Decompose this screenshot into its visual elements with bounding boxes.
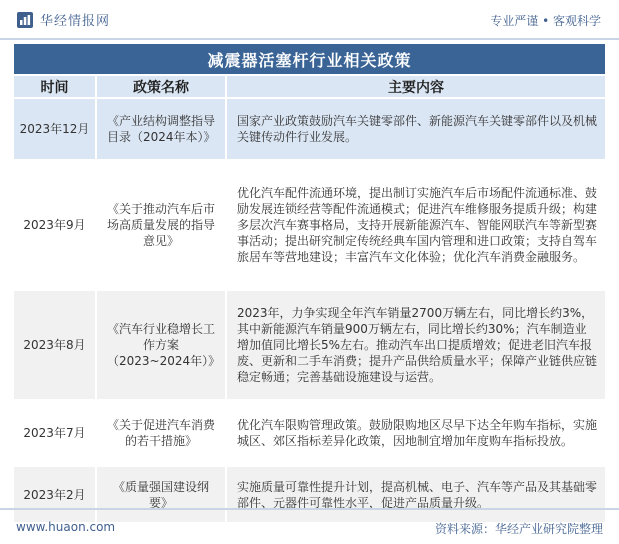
row-policy-name: 《关于推动汽车后市场高质量发展的指导意见》	[96, 160, 226, 290]
row-time: 2023年2月	[14, 466, 96, 522]
table-row	[14, 400, 605, 466]
row-policy-name: 《关于促进汽车消费的若干措施》	[96, 400, 226, 466]
brand-name: 华经情报网	[40, 14, 111, 29]
brand-logo	[16, 10, 110, 29]
column-header-content: 主要内容	[226, 76, 605, 98]
column-header-time: 时间	[14, 76, 96, 98]
row-policy-name: 《汽车行业稳增长工作方案（2023~2024年）》	[96, 290, 226, 400]
table-row	[14, 290, 605, 400]
slogan: 专业严谨 • 客观科学	[490, 14, 601, 28]
footer-website: www.huaon.com	[16, 520, 116, 534]
policy-table	[14, 76, 605, 522]
row-content: 国家产业政策鼓励汽车关键零部件、新能源汽车关键零部件以及机械关键传动件行业发展。	[226, 98, 605, 160]
row-policy-name: 《产业结构调整指导目录（2024年本）》	[96, 98, 226, 160]
page-title: 减震器活塞杆行业相关政策	[14, 44, 605, 74]
table-row	[14, 98, 605, 160]
row-content: 优化汽车限购管理政策。鼓励限购地区尽早下达全年购车指标，实施城区、郊区指标差异化政策，因地制宜增加年度购车指标投放。	[226, 400, 605, 466]
row-content: 实施质量可靠性提升计划，提高机械、电子、汽车等产品及其基础零部件、元器件可靠性水平，促进产品质量升级。	[226, 466, 605, 522]
top-bar	[0, 0, 619, 40]
footer-source: 资料来源：华经产业研究院整理	[434, 522, 603, 536]
huajing-logo-icon	[16, 11, 34, 29]
row-content: 2023年，力争实现全年汽车销量2700万辆左右，同比增长约3%，其中新能源汽车销量900万辆左右，同比增长约30%；汽车制造业增加值同比增长5%左右。推动汽车出口提质增效；促进老旧汽车报废、更新和二手车消费；提升产品供给质量水平；保障产业链供应链稳定畅通；完善基础设施建设与运营。	[226, 290, 605, 400]
table-row	[14, 160, 605, 290]
row-content: 优化汽车配件流通环境，提出制订实施汽车后市场配件流通标准、鼓励发展连锁经营等配件流通模式；促进汽车维修服务提质升级；构建多层次汽车赛事格局，支持开展新能源汽车、智能网联汽车等新型赛事活动；提出研究制定传统经典车国内管理和进口政策；支持自驾车旅居车等营地建设；丰富汽车文化体验；优化汽车消费金融服务。	[226, 160, 605, 290]
table-header-row	[14, 76, 605, 98]
row-policy-name: 《质量强国建设纲要》	[96, 466, 226, 522]
row-time: 2023年12月	[14, 98, 96, 160]
column-header-policy-name: 政策名称	[96, 76, 226, 98]
row-time: 2023年8月	[14, 290, 96, 400]
row-time: 2023年7月	[14, 400, 96, 466]
footer	[0, 508, 619, 544]
row-time: 2023年9月	[14, 160, 96, 290]
